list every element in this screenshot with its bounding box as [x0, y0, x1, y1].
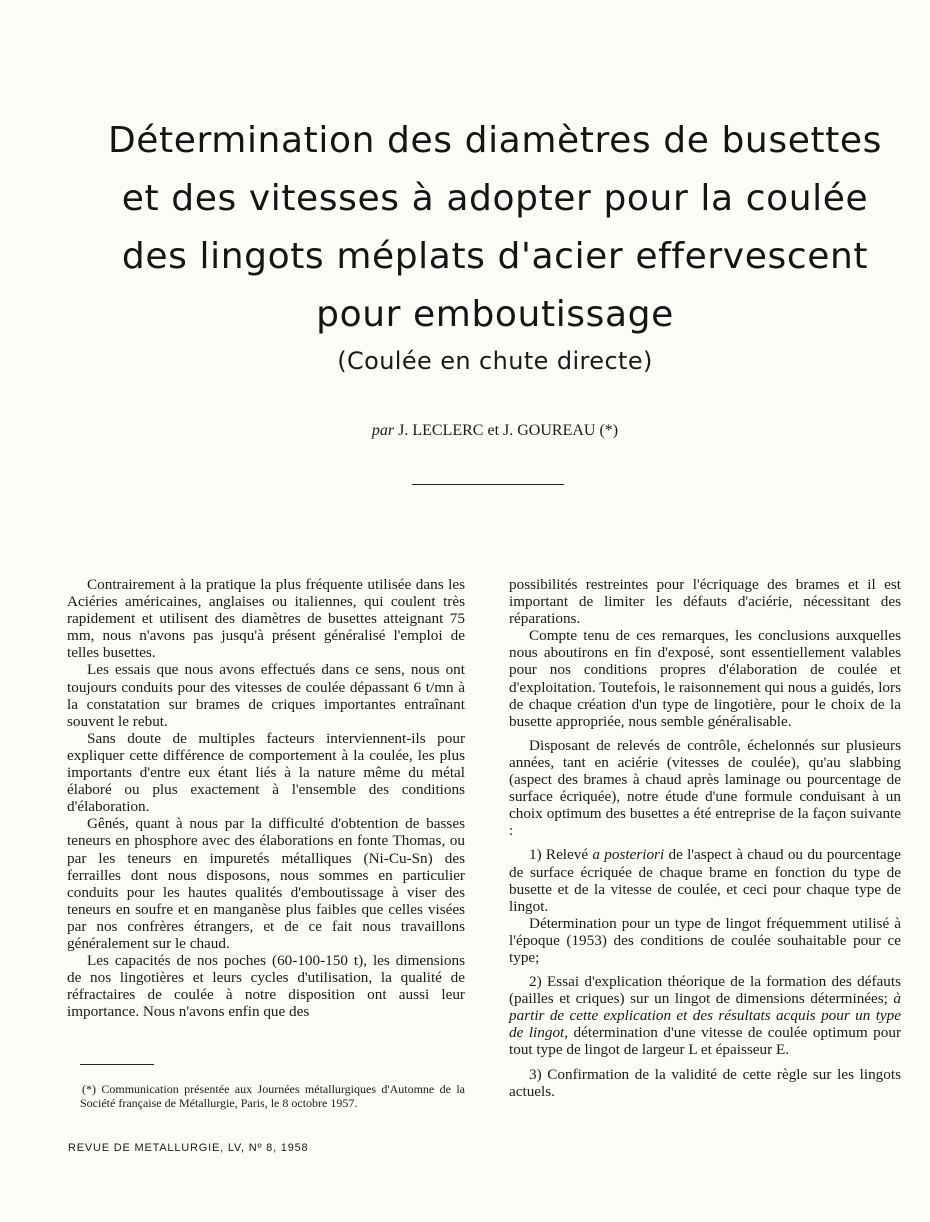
item-emphasis: à partir de cette explication et des résultats acquis pour un type de lingot [509, 990, 901, 1042]
title-divider [412, 484, 564, 485]
author-prefix: par [371, 422, 395, 439]
footnote-divider [80, 1064, 154, 1065]
author-line [60, 422, 930, 440]
paragraph: Gênés, quant à nous par la difficulté d'obtention de basses teneurs en phosphore avec des élaborations en fonte Thomas, ou par les teneurs en impuretés métalliques (Ni-Cu-Sn) des ferrailles dont nous disposons, nous sommes en particulier conduits pour les hautes qualités d'emboutissage à viser des teneurs en soufre et en manganèse plus faibles que celles visées par nos confrères étrangers, et de ce fait nous travaillons généralement sur le chaud. [67, 815, 465, 952]
right-column [509, 576, 901, 1100]
paragraph: Les essais que nous avons effectués dans ce sens, nous ont toujours conduits pour des vitesses de coulée dépassant 6 t/mn à la constatation sur brames de criques importantes entraînant souvent le rebut. [67, 661, 465, 730]
list-item [509, 973, 901, 1058]
title-line: et des vitesses à adopter pour la coulée [121, 178, 869, 219]
paragraph: Compte tenu de ces remarques, les conclusions auxquelles nous aboutirons en fin d'exposé, sont essentiellement valables pour nos conditions propres d'élaboration de coulée et d'exploitation. Toutefois, le raisonnement qui nous a guidés, lors de chaque création d'un type de lingotière, pour le choix de la busette appropriée, nous semble généralisable. [509, 627, 901, 730]
list-item [509, 846, 901, 914]
title-line: Détermination des diamètres de busettes [107, 120, 882, 161]
title-line: pour emboutissage [316, 294, 674, 335]
journal-reference: REVUE DE METALLURGIE, LV, Nº 8, 1958 [68, 1142, 309, 1154]
paragraph: possibilités restreintes pour l'écriquage des brames et il est important de limiter les défauts d'aciérie, nécessitant des réparations. [509, 576, 901, 628]
article-subtitle: (Coulée en chute directe) [337, 347, 653, 375]
list-item: 3) Confirmation de la validité de cette règle sur les lingots actuels. [509, 1065, 901, 1100]
item-text: , détermination d'une vitesse de coulée optimum pour tout type de lingot de largeur L et épaisseur E. [509, 1024, 902, 1059]
article-title [60, 112, 930, 344]
paragraph: Sans doute de multiples facteurs interviennent-ils pour expliquer cette différence de comportement à la coulée, les plus importants d'entre eux étant liés à la nature même du métal élaboré ou plus exactement à l'ensemble des conditions d'élaboration. [67, 729, 465, 816]
item-text: 1) Relevé [529, 846, 593, 864]
paragraph: Détermination pour un type de lingot fréquemment utilisé à l'époque (1953) des conditions de coulée souhaitable pour ce type; [509, 914, 901, 966]
footnote: (*) Communication présentée aux Journées métallurgiques d'Automne de la Société française de Métallurgie, Paris, le 8 octobre 1957. [80, 1082, 465, 1110]
item-emphasis: a posteriori [592, 846, 665, 864]
author-names: J. LECLERC et J. GOUREAU (*) [394, 422, 619, 439]
left-column [67, 576, 465, 1020]
paragraph: Disposant de relevés de contrôle, échelonnés sur plusieurs années, tant en aciérie (vitesses de coulée), qu'au slabbing (aspect des brames à chaud après laminage ou pourcentage de surface écriquée), notre étude d'une formule conduisant à un choix optimum des busettes a été entreprise de la façon suivante : [509, 736, 901, 840]
item-text: 2) Essai d'explication théorique de la formation des défauts (pailles et criques) sur un lingot de dimensions déterminées; [509, 973, 901, 1008]
paragraph: Contrairement à la pratique la plus fréquente utilisée dans les Aciéries américaines, anglaises ou italiennes, qui coulent très rapidement et utilisent des diamètres de busettes atteignant 75 mm, nous n'avons pas jusqu'à présent généralisé l'emploi de telles busettes. [67, 576, 465, 662]
item-text: de l'aspect à chaud ou du pourcentage de surface écriquée de chaque brame en fonction du type de busette et de la vitesse de coulée, et ceci pour chaque type de lingot. [509, 846, 901, 915]
title-line: des lingots méplats d'acier effervescent [121, 236, 869, 277]
paragraph: Les capacités de nos poches (60-100-150 t), les dimensions de nos lingotières et leurs cycles d'utilisation, la qualité de réfractaires de coulée à notre disposition ont aussi leur importance. Nous n'avons enfin que des [67, 952, 465, 1021]
